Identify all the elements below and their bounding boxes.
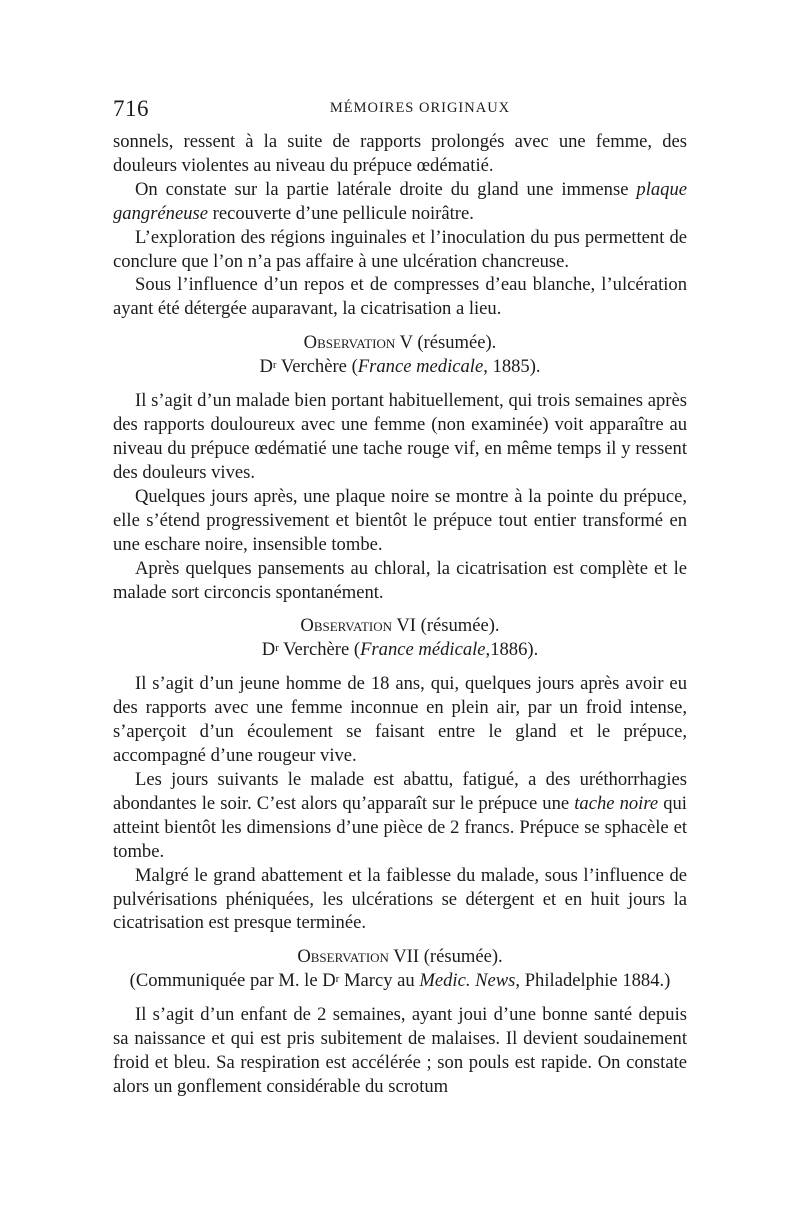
source-title-sup: r: [272, 359, 277, 372]
source-year: , Philadelphie 1884.): [515, 970, 671, 992]
text-run: On constate sur la partie latérale droite du gland une immense: [135, 178, 637, 200]
running-title: MÉMOIRES ORIGINAUX: [329, 100, 511, 116]
paragraph-plaque: [113, 178, 687, 226]
source-prefix: (Communiquée par M. le D: [129, 970, 336, 992]
observation-number: VII (résumée).: [388, 946, 503, 968]
source-author: Verchère (: [278, 639, 361, 661]
observation-heading-5: [113, 331, 687, 355]
observation-heading-7: [113, 945, 687, 969]
italic-term: plaque gangréneuse: [113, 178, 687, 224]
page-number: 716: [113, 96, 149, 121]
observation-source-6: [113, 638, 687, 662]
source-author: Marcy au: [339, 970, 420, 992]
observation-number: V (résumée).: [395, 332, 497, 354]
paragraph-influence: Sous l’influence d’un repos et de compresses d’eau blanche, l’ulcération ayant été détergée auparavant, la cicatrisation a lieu.: [113, 274, 687, 320]
paragraph-case-6c: Malgré le grand abattement et la faiblesse du malade, sous l’influence de pulvérisations phéniquées, les ulcérations se détergent et en huit jours la cicatrisation est presque terminée.: [113, 864, 687, 934]
observation-source-7: [113, 969, 687, 993]
source-journal: France medicale: [357, 356, 484, 378]
observation-source-5: [113, 355, 687, 379]
source-journal: Medic. News: [419, 970, 516, 992]
source-title: D: [261, 639, 276, 661]
page-header: [113, 96, 687, 126]
italic-term: tache noire: [574, 792, 659, 814]
paragraph-case-5b: Quelques jours après, une plaque noire se montre à la pointe du prépuce, elle s’étend progressivement et bientôt le prépuce tout entier transformé en une eschare noire, insensible tombe.: [113, 485, 687, 555]
paragraph-continued: sonnels, ressent à la suite de rapports prolongés avec une femme, des douleurs violentes au niveau du prépuce œdématié.: [113, 131, 687, 176]
paragraph-case-6b: [113, 768, 687, 864]
source-title: D: [259, 356, 273, 378]
source-journal: France médicale: [360, 639, 486, 661]
observation-number: VI (résumée).: [392, 615, 500, 637]
text-run: Les jours suivants le malade est abattu, fatigué, a des uréthorrhagies abondantes le soir. C’est alors qu’apparaît sur le prépuce une: [113, 769, 687, 814]
observation-label: Observation: [303, 332, 396, 354]
text-run: qui atteint bientôt les dimensions d’une pièce de 2 francs. Prépuce se sphacèle et tombe.: [113, 792, 687, 862]
source-author: Verchère (: [276, 356, 358, 378]
source-year: ,1886).: [485, 639, 539, 661]
observation-label: Observation: [300, 615, 393, 637]
text-run: recouverte d’une pellicule noirâtre.: [208, 202, 474, 224]
paragraph-exploration: L’exploration des régions inguinales et l’inoculation du pus permettent de conclure que l’on n’a pas affaire à une ulcération chancreuse.: [113, 226, 687, 272]
paragraph-case-5a: Il s’agit d’un malade bien portant habituellement, qui trois semaines après des rapports douloureux avec une femme (non examinée) voit apparaître au niveau du prépuce œdématié une tache rouge vif, en même temps il y ressent des douleurs vives.: [113, 390, 687, 483]
paragraph-case-6a: Il s’agit d’un jeune homme de 18 ans, qui, quelques jours après avoir eu des rapports avec une femme inconnue en plein air, par un froid intense, s’aperçoit d’un écoulement se faisant entre le gland et le prépuce, accompagné d’une rougeur vive.: [113, 673, 687, 767]
source-title-sup: r: [275, 642, 279, 655]
source-year: , 1885).: [483, 356, 541, 378]
observation-label: Observation: [297, 946, 389, 968]
paragraph-case-7a: Il s’agit d’un enfant de 2 semaines, ayant joui d’une bonne santé depuis sa naissance et qui est pris subitement de malaises. Il devient soudainement froid et bleu. Sa respiration est accélérée ; son pouls est rapide. On constate alors un gonflement considérable du scrotum: [113, 1004, 687, 1098]
source-title-sup: r: [335, 973, 340, 986]
observation-heading-6: [113, 614, 687, 638]
paragraph-case-5c: Après quelques pansements au chloral, la cicatrisation est complète et le malade sort circoncis spontanément.: [113, 557, 687, 603]
